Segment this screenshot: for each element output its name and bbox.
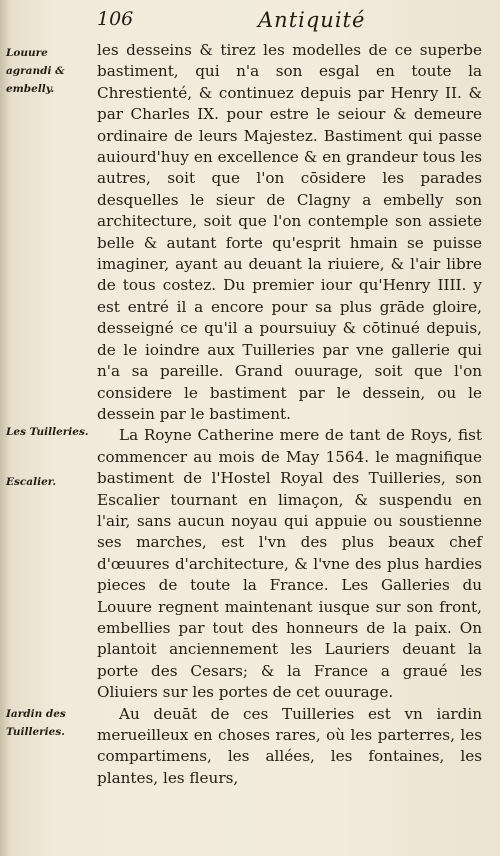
margin-note-jardin: Iardin des Tuilleries. [6, 708, 66, 738]
margin-note-escalier: Escalier. [6, 476, 56, 488]
page-header [0, 8, 500, 38]
margin-note-tuilleries: Les Tuilleries. [6, 426, 89, 438]
body-text [97, 40, 482, 789]
margin-note-louure: Louure agrandi & embelly. [6, 47, 65, 95]
paragraph-louure: les desseins & tirez les modelles de ce superbe bastiment, qui n'a son esgal en toute la Chrestienté, & continuez depuis par Henry II. & par Charles IX. pour estre le seiour & demeure ordinaire de leurs Majestez. Bastiment qui passe auiourd'huy en excellence & en grandeur tous les autres, soit que l'on cōsidere les parades desquelles le sieur de Clagny a embelly son architecture, soit que l'on contemple son assiete belle & autant forte qu'esprit hmain se puisse imaginer, ayant au deuant la riuiere, & l'air libre de tous costez. Du premier iour qu'Henry IIII. y est entré il a encore pour sa plus grāde gloire, desseigné ce qu'il a poursuiuy & cōtinué depuis, de le ioindre aux Tuilleries par vne gallerie qui n'a sa pareille. Grand ouurage, soit que l'on considere le bastiment par le dessein, ou le dessein par le bastiment. [97, 41, 482, 423]
running-title: Antiquité [258, 8, 366, 32]
paragraph-tuilleries: La Royne Catherine mere de tant de Roys, fist commencer au mois de May 1564. le magnifique bastiment de l'Hostel Royal des Tuilleries, son Escalier tournant en limaçon, & suspendu en l'air, sans aucun noyau qui appuie ou soustienne ses marches, est l'vn des plus beaux chef d'œuures d'architecture, & l'vne des plus hardies pieces de toute la France. Les Galleries du Louure regnent maintenant iusque sur son front, embellies par tout des honneurs de la paix. On plantoit anciennement les Lauriers deuant la porte des Cesars; & la France a graué les Oliuiers sur les portes de cet ouurage. [97, 426, 482, 702]
page-number: 106 [97, 8, 134, 30]
paragraph-jardin: Au deuāt de ces Tuilleries est vn iardin merueilleux en choses rares, où les parterres, les compartimens, les allées, les fontaines, les plantes, les fleurs, [97, 704, 482, 787]
